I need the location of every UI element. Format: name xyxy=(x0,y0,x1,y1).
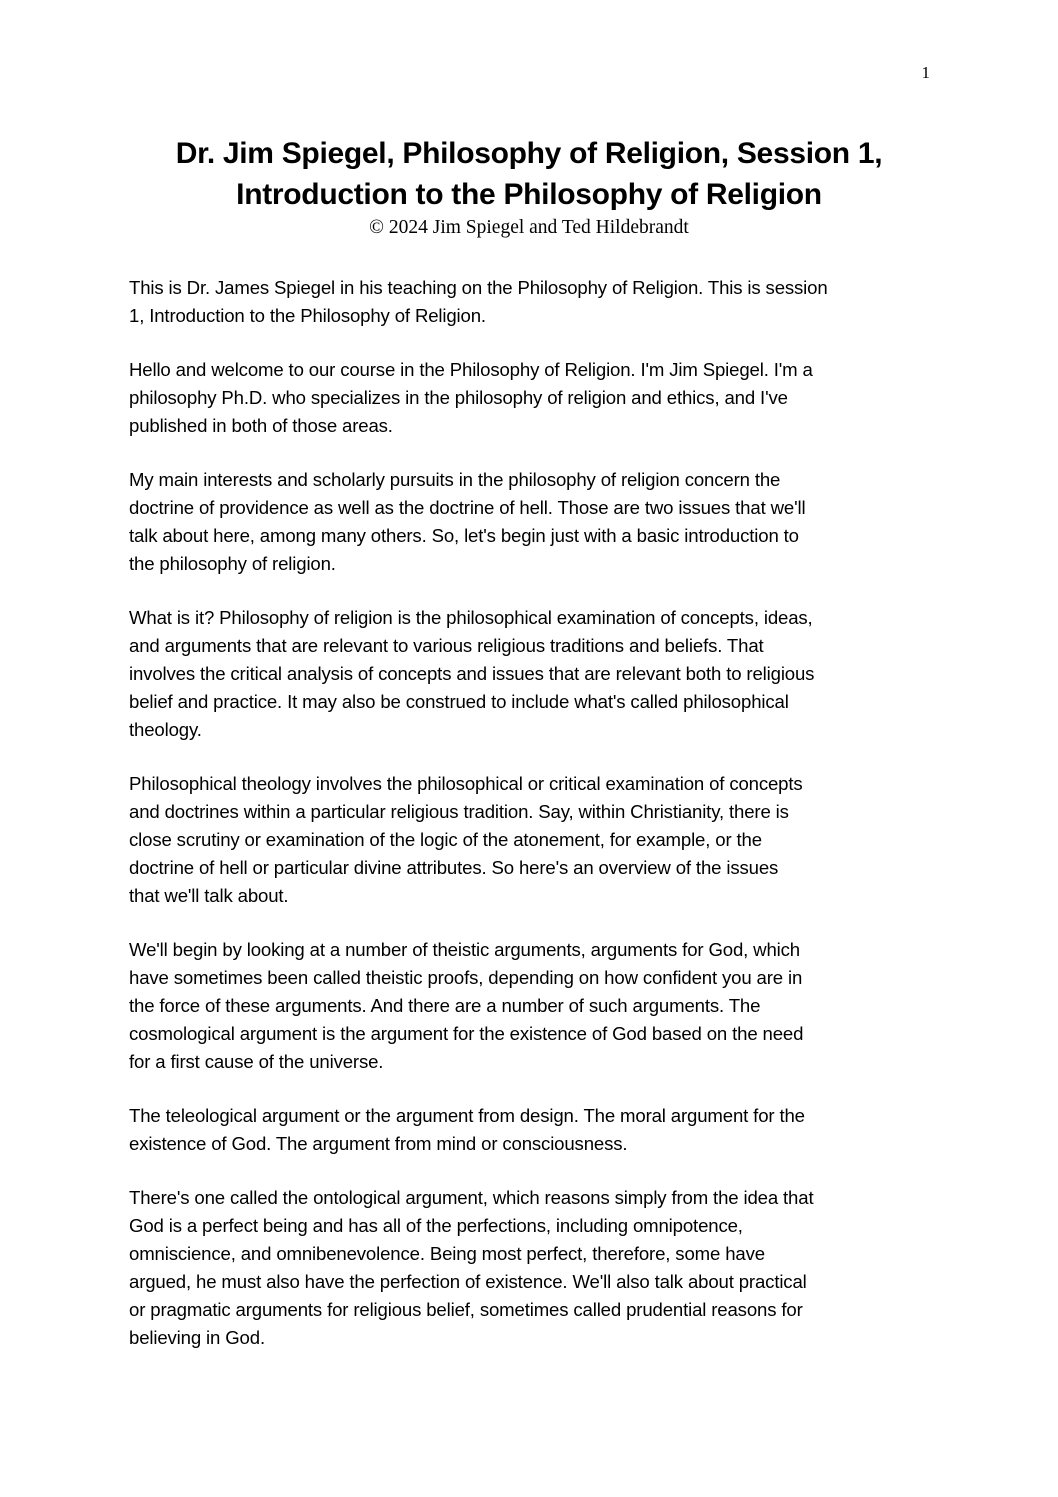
page-number: 1 xyxy=(921,63,930,82)
text-line: and arguments that are relevant to various religious traditions and beliefs. That xyxy=(129,635,764,656)
text-line: This is Dr. James Spiegel in his teaching on the Philosophy of Religion. This is session xyxy=(129,277,828,298)
text-line: doctrine of hell or particular divine attributes. So here's an overview of the issues xyxy=(129,857,779,878)
paragraph-6 xyxy=(129,936,939,1076)
text-line: cosmological argument is the argument for the existence of God based on the need xyxy=(129,1023,804,1044)
text-line: close scrutiny or examination of the logic of the atonement, for example, or the xyxy=(129,829,762,850)
text-line: Philosophical theology involves the philosophical or critical examination of concepts xyxy=(129,773,803,794)
text-line: or pragmatic arguments for religious belief, sometimes called prudential reasons for xyxy=(129,1299,803,1320)
document-body xyxy=(129,274,939,1378)
paragraph-4 xyxy=(129,604,939,744)
text-line: published in both of those areas. xyxy=(129,415,393,436)
paragraph-1 xyxy=(129,274,939,330)
text-line: have sometimes been called theistic proofs, depending on how confident you are in xyxy=(129,967,803,988)
text-line: omniscience, and omnibenevolence. Being most perfect, therefore, some have xyxy=(129,1243,765,1264)
text-line: existence of God. The argument from mind or consciousness. xyxy=(129,1133,628,1154)
text-line: the force of these arguments. And there are a number of such arguments. The xyxy=(129,995,761,1016)
paragraph-2 xyxy=(129,356,939,440)
text-line: belief and practice. It may also be construed to include what's called philosophical xyxy=(129,691,789,712)
text-line: doctrine of providence as well as the doctrine of hell. Those are two issues that we'll xyxy=(129,497,806,518)
text-line: My main interests and scholarly pursuits in the philosophy of religion concern the xyxy=(129,469,781,490)
text-line: We'll begin by looking at a number of theistic arguments, arguments for God, which xyxy=(129,939,800,960)
text-line: the philosophy of religion. xyxy=(129,553,336,574)
paragraph-5 xyxy=(129,770,939,910)
text-line: What is it? Philosophy of religion is the philosophical examination of concepts, ideas, xyxy=(129,607,813,628)
text-line: for a first cause of the universe. xyxy=(129,1051,384,1072)
copyright-notice: © 2024 Jim Spiegel and Ted Hildebrandt xyxy=(369,217,689,238)
text-line: There's one called the ontological argument, which reasons simply from the idea that xyxy=(129,1187,814,1208)
paragraph-3 xyxy=(129,466,939,578)
document-header xyxy=(100,133,958,241)
text-line: 1, Introduction to the Philosophy of Religion. xyxy=(129,305,486,326)
text-line: argued, he must also have the perfection of existence. We'll also talk about practical xyxy=(129,1271,807,1292)
text-line: involves the critical analysis of concepts and issues that are relevant both to religious xyxy=(129,663,815,684)
title-line-1: Dr. Jim Spiegel, Philosophy of Religion, Session 1, xyxy=(175,137,883,170)
paragraph-7 xyxy=(129,1102,939,1158)
text-line: The teleological argument or the argument from design. The moral argument for the xyxy=(129,1105,805,1126)
paragraph-8 xyxy=(129,1184,939,1352)
text-line: theology. xyxy=(129,719,202,740)
text-line: philosophy Ph.D. who specializes in the philosophy of religion and ethics, and I've xyxy=(129,387,788,408)
text-line: believing in God. xyxy=(129,1327,265,1348)
text-line: God is a perfect being and has all of the perfections, including omnipotence, xyxy=(129,1215,743,1236)
title-line-2: Introduction to the Philosophy of Religion xyxy=(236,178,822,211)
text-line: Hello and welcome to our course in the Philosophy of Religion. I'm Jim Spiegel. I'm a xyxy=(129,359,813,380)
text-line: and doctrines within a particular religious tradition. Say, within Christianity, there is xyxy=(129,801,789,822)
text-line: that we'll talk about. xyxy=(129,885,289,906)
text-line: talk about here, among many others. So, let's begin just with a basic introduction to xyxy=(129,525,799,546)
